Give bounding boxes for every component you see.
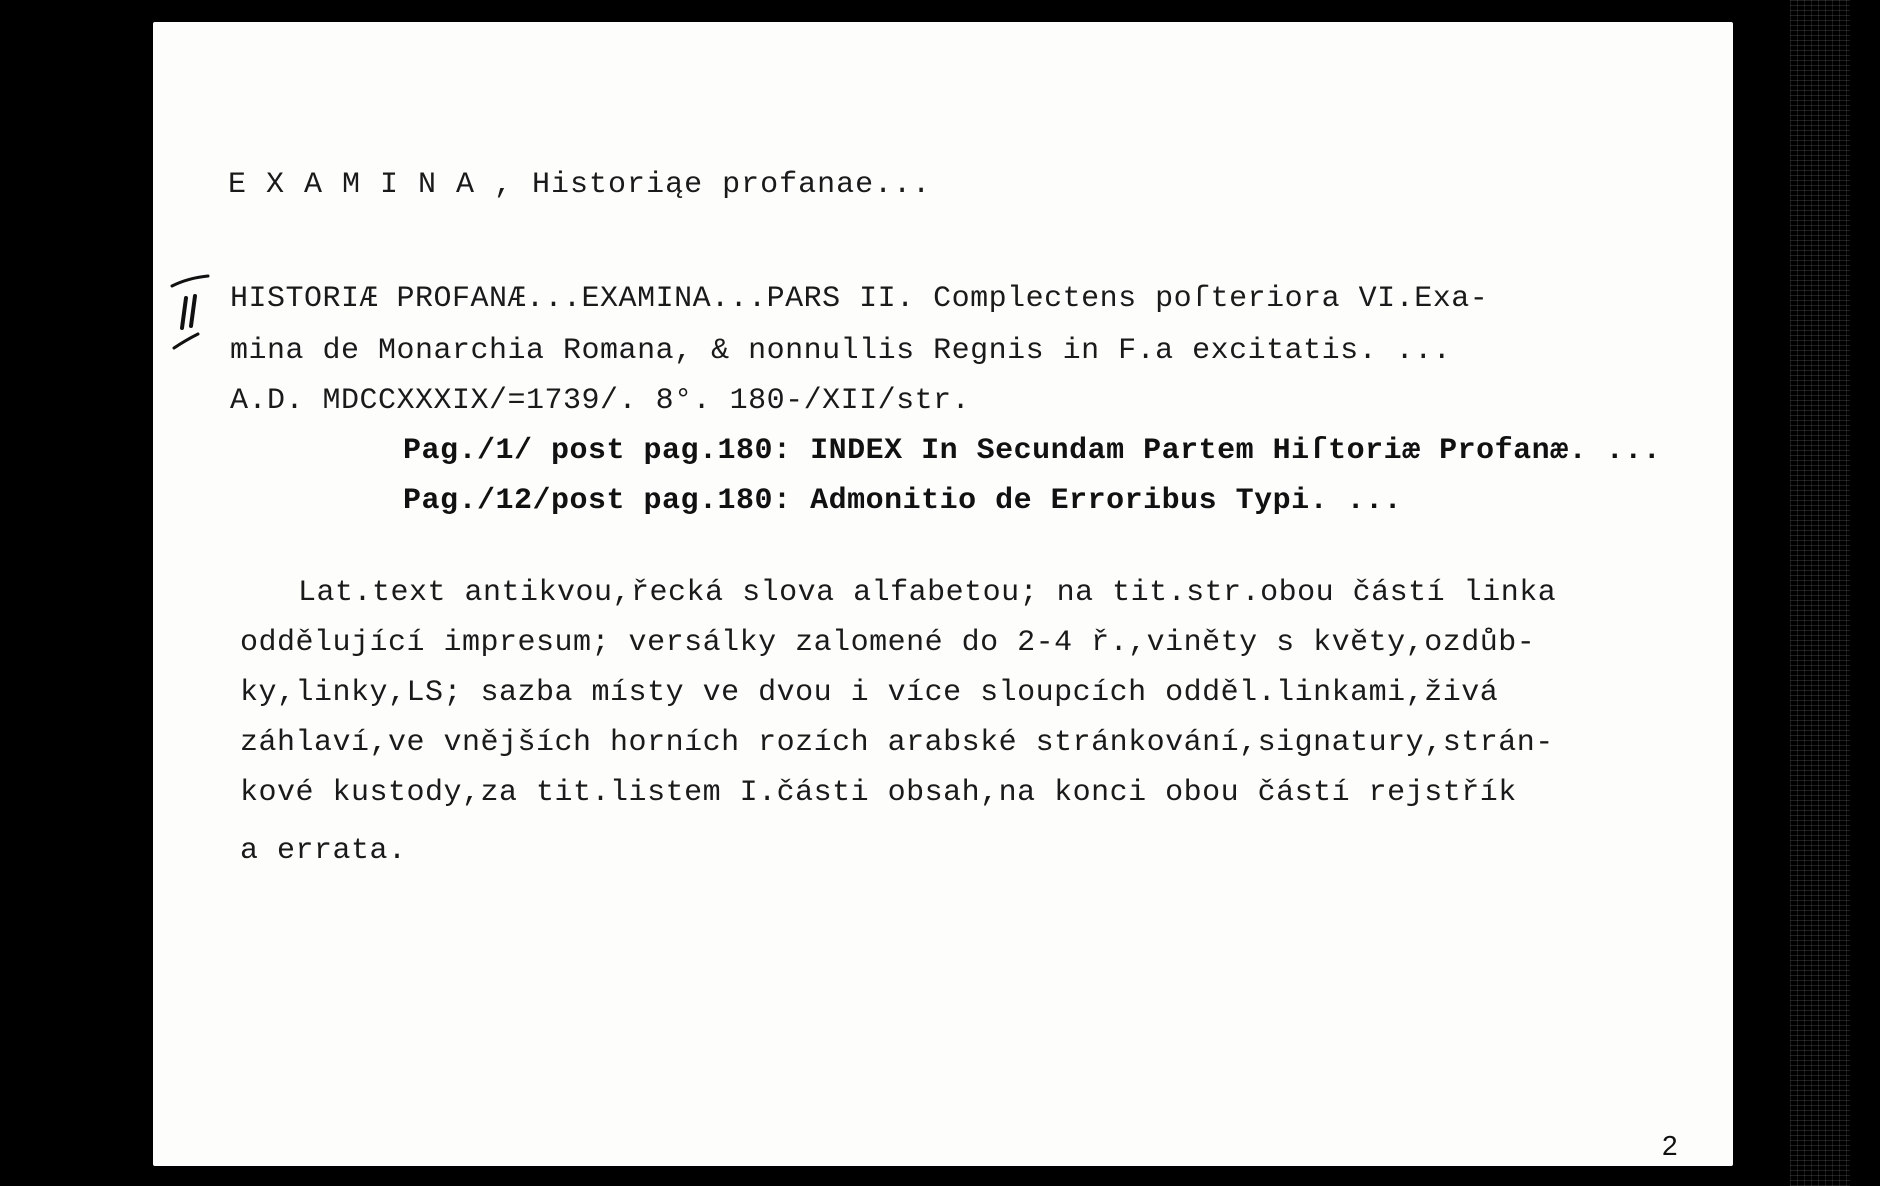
description-line-5: kové kustody,za tit.listem I.části obsah,na konci obou částí rejstřík [240,776,1517,810]
card-heading: E X A M I N A , Historiąe profanae... [228,168,932,202]
entry-line-2: mina de Monarchia Romana, & nonnullis Regnis in F.a excitatis. ... [230,334,1452,368]
description-line-6: a errata. [240,834,407,868]
page-number: 2 [1662,1130,1678,1161]
entry-line-1: HISTORIÆ PROFANÆ...EXAMINA...PARS II. Complectens poſteriora VI.Exa- [230,282,1489,316]
scan-edge-noise [1790,0,1850,1186]
handwritten-mark-icon [168,268,218,358]
entry-line-5: Pag./12/post pag.180: Admonitio de Erroribus Typi. ... [403,484,1403,518]
entry-line-4: Pag./1/ post pag.180: INDEX In Secundam Partem Hiſtoriæ Profanæ. ... [403,434,1662,468]
description-line-4: záhlaví,ve vnějších horních rozích arabské stránkování,signatury,strán- [240,726,1554,760]
description-line-2: oddělující impresum; versálky zalomené do 2-4 ř.,viněty s květy,ozdůb- [240,626,1536,660]
description-line-1: Lat.text antikvou,řecká slova alfabetou; na tit.str.obou částí linka [298,576,1557,610]
entry-line-3: A.D. MDCCXXXIX/=1739/. 8°. 180-/XII/str. [230,384,971,418]
description-line-3: ky,linky,LS; sazba místy ve dvou i více sloupcích odděl.linkami,živá [240,676,1499,710]
